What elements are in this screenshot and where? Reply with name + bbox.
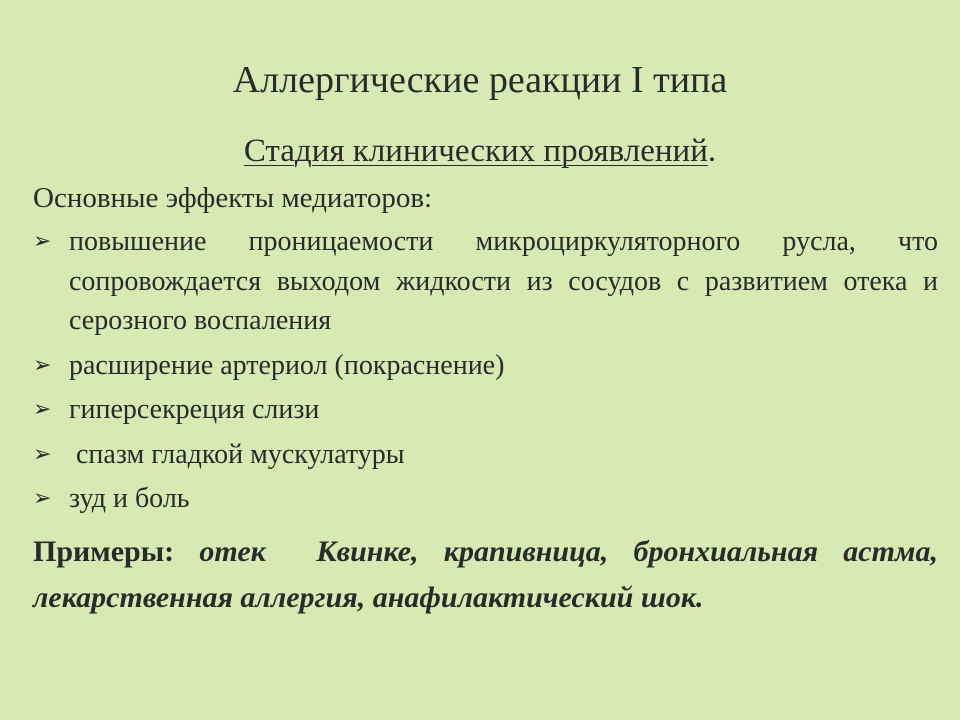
list-item-text: расширение артериол (покраснение) [69,349,505,381]
arrow-bullet-icon: ➢ [33,229,52,254]
list-item [33,222,938,341]
list-item-text: зуд и боль [69,483,190,514]
list-item [33,479,938,519]
arrow-bullet-icon: ➢ [33,486,52,511]
slide-subtitle [0,131,960,171]
list-item-text: гиперсекреция слизи [69,394,320,425]
arrow-bullet-icon: ➢ [33,441,52,467]
examples-paragraph [33,529,946,621]
arrow-bullet-icon: ➢ [33,397,52,422]
subtitle-text: Стадия клинических проявлений [243,133,708,169]
list-item [33,346,938,386]
list-item [33,435,938,475]
list-item-text: повышение проницаемости микроциркуляторного русла, что сопровождается выходом жидкости из сосудов с развитием отека и серозного воспаления [69,226,938,336]
effects-list [33,222,938,524]
examples-label: Примеры: [33,535,175,568]
arrow-bullet-icon: ➢ [33,352,52,378]
intro-text: Основные эффекты медиаторов: [33,182,433,214]
slide-title: Аллергические реакции I типа [232,59,728,101]
list-item [33,390,938,430]
subtitle-suffix: . [707,133,717,169]
list-item-text: спазм гладкой мускулатуры [69,438,405,470]
examples-text: отек Квинке, крапивница, бронхиальная астма, лекарственная аллергия, анафилактический шок. [33,535,946,614]
